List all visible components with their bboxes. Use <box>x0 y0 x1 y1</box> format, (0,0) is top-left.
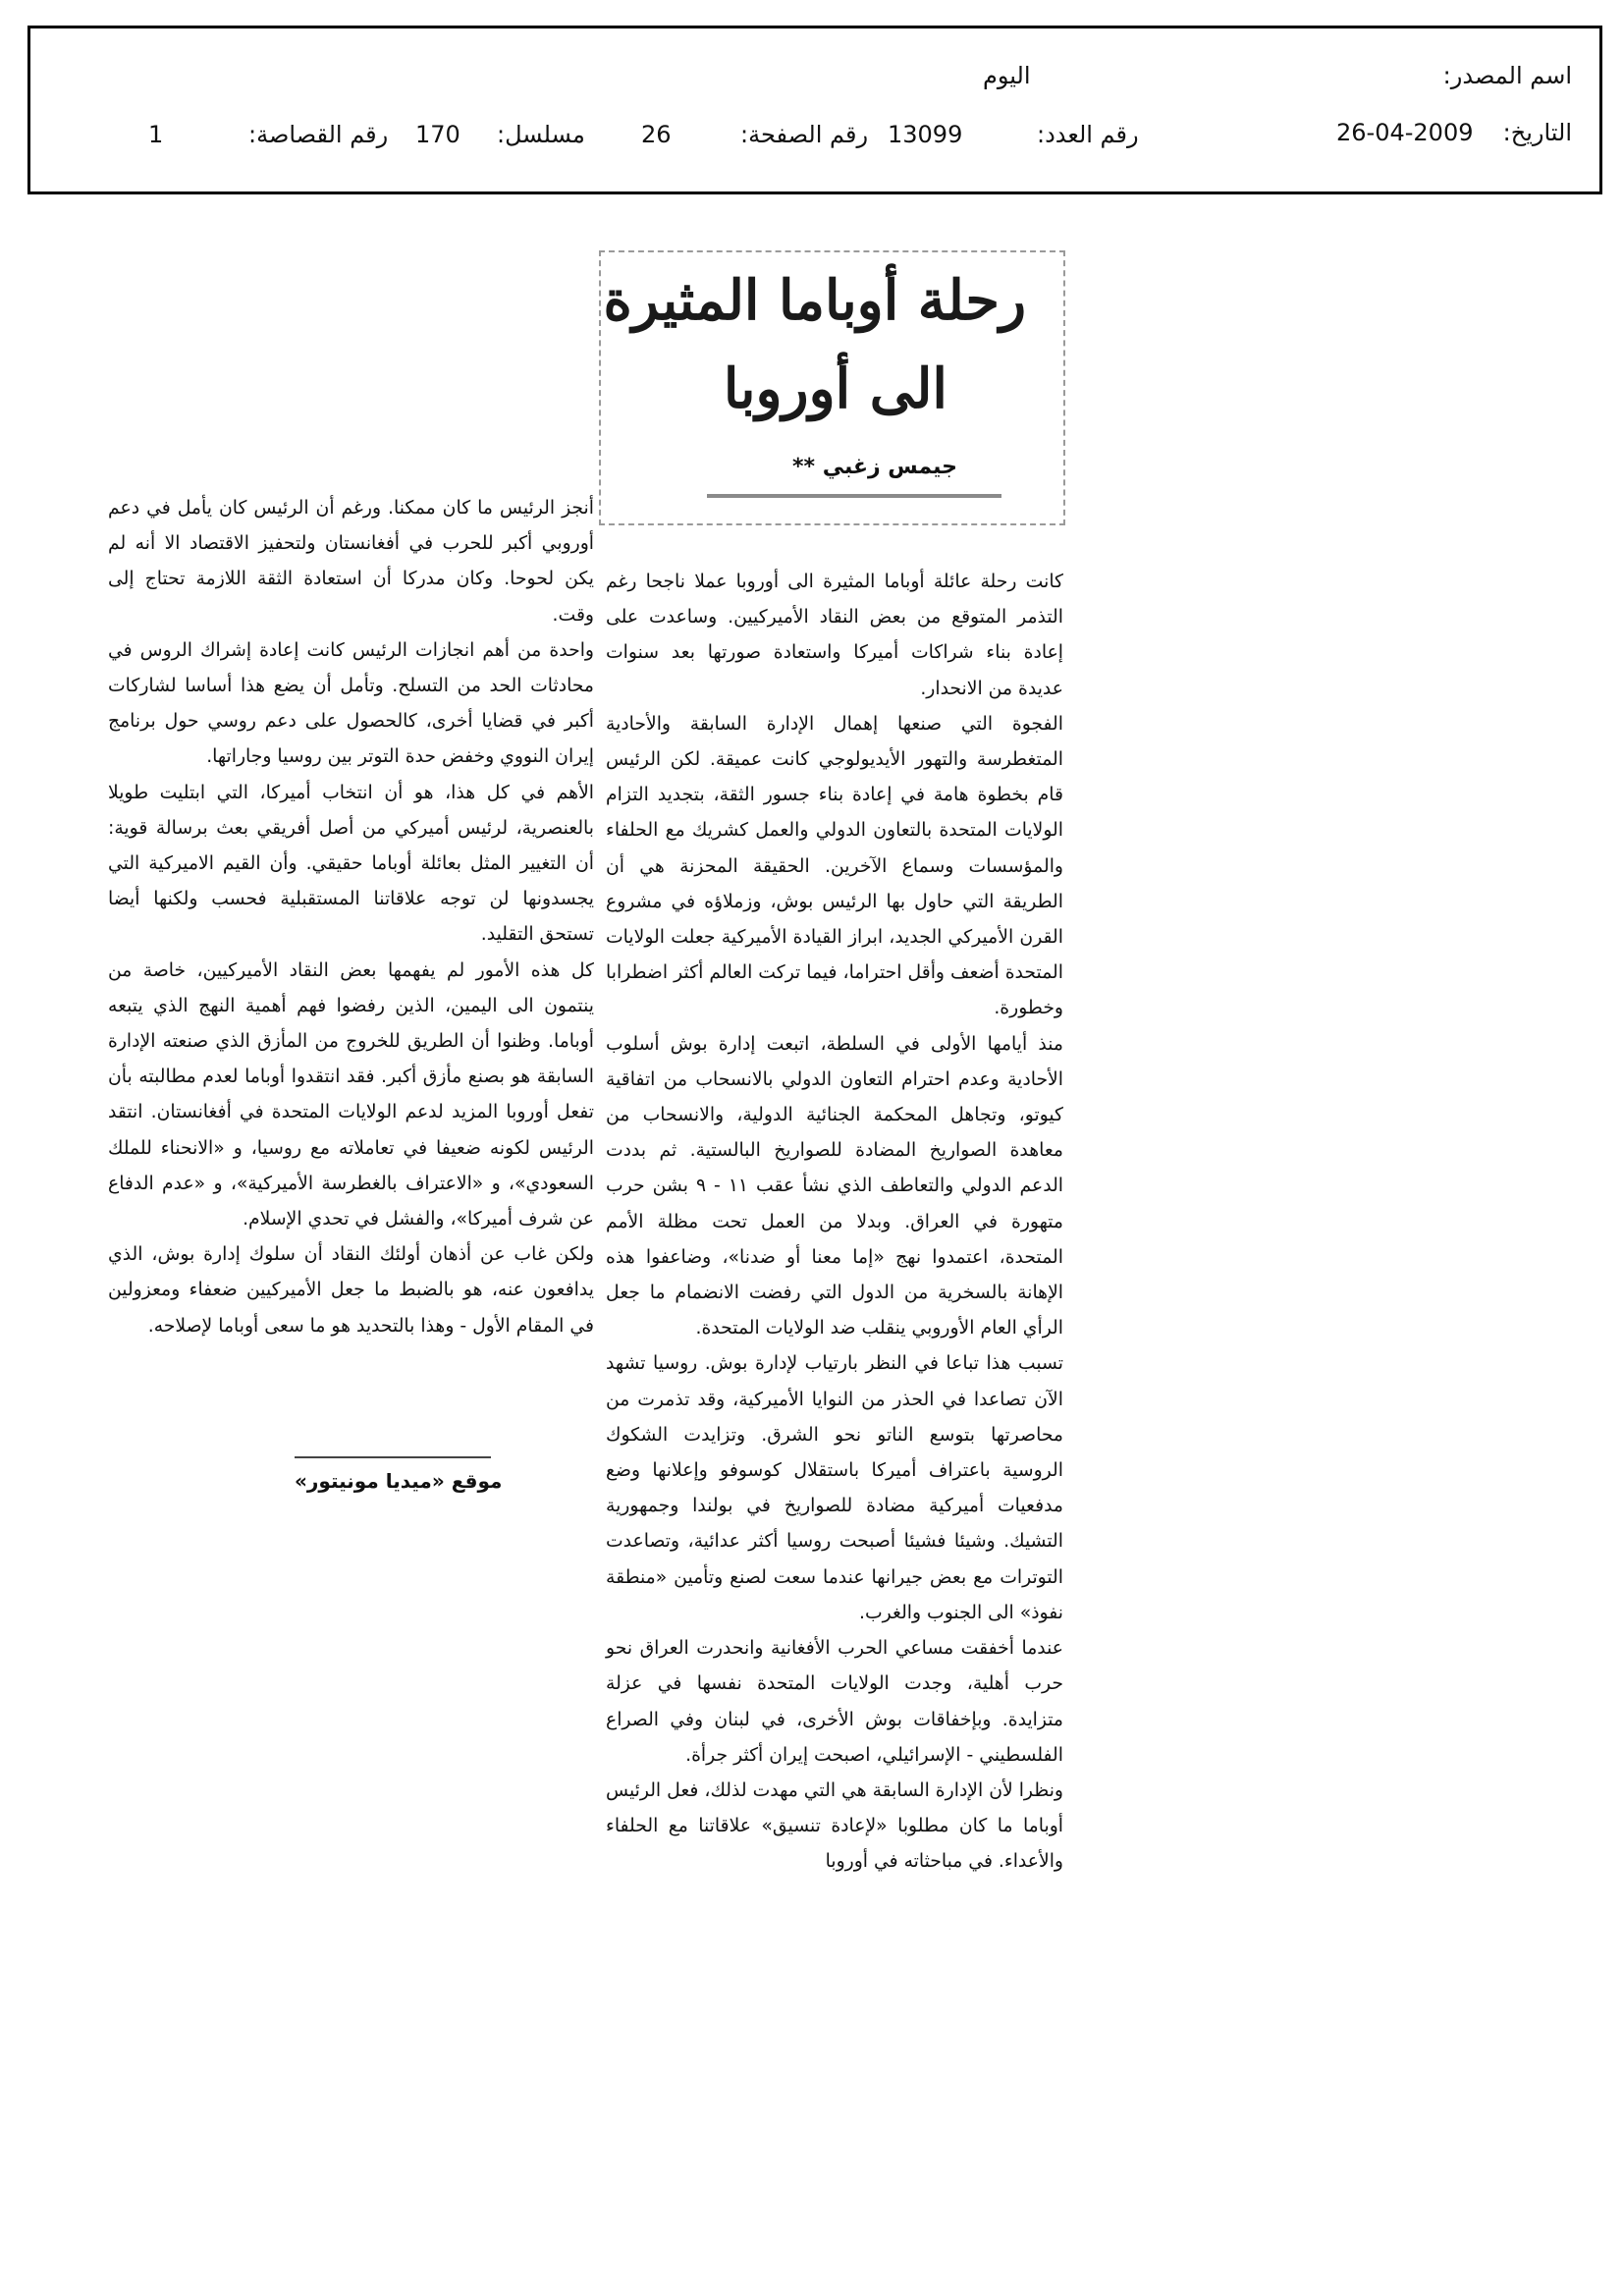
author-divider <box>707 494 1001 498</box>
date-value: 26-04-2009 <box>1336 119 1474 146</box>
paragraph: الفجوة التي صنعها إهمال الإدارة السابقة والأحادية المتغطرسة والتهور الأيديولوجي كانت عميقة. لكن الرئيس قام بخطوة هامة في إعادة بناء جسور الثقة، بتجديد التزام الولايات المتحدة بالتعاون الدولي والعمل كشريك مع الحلفاء والمؤسسات وسماع الآخرين. الحقيقة المحزنة هي أن الطريقة التي حاول بها الرئيس بوش، وزملاؤه في مشروع القرن الأميركي الجديد، ابراز القيادة الأميركية جعلت الولايات المتحدة أضعف وأقل احتراما، فيما تركت العالم أكثر اضطرابا وخطورة. <box>606 713 1063 1019</box>
paragraph: أنجز الرئيس ما كان ممكنا. ورغم أن الرئيس كان يأمل في دعم أوروبي أكبر للحرب في أفغانستان ولتحفيز الاقتصاد الا أنه لم يكن لحوحا. وكان مدركا أن استعادة الثقة اللازمة تحتاج إلى وقت. <box>108 498 594 626</box>
source-label: اسم المصدر: <box>1442 62 1572 89</box>
clip-value: 1 <box>148 121 164 148</box>
page-value: 26 <box>641 121 672 148</box>
article-column-left <box>108 491 594 1344</box>
archive-header <box>27 26 1602 194</box>
source-note: موقع «ميديا مونيتور» <box>295 1469 503 1493</box>
paragraph: كل هذه الأمور لم يفهمها بعض النقاد الأميركيين، خاصة من ينتمون الى اليمين، الذين رفضوا فهم أهمية النهج الذي يتبعه أوباما. وظنوا أن الطريق للخروج من المأزق الذي صنعته الإدارة السابقة هو بصنع مأزق أكبر. فقد انتقدوا أوباما لعدم مطالبته بأن تفعل أوروبا المزيد لدعم الولايات المتحدة في أفغانستان. انتقد الرئيس لكونه ضعيفا في تعاملاته مع روسيا، و «الانحناء للملك السعودي»، و «الاعتراف بالغطرسة الأميركية»، و «عدم الدفاع عن شرف أميركا»، والفشل في تحدي الإسلام. <box>108 959 594 1230</box>
article-column-right <box>606 565 1063 1881</box>
page-label: رقم الصفحة: <box>740 121 869 148</box>
paragraph: منذ أيامها الأولى في السلطة، اتبعت إدارة بوش أسلوب الأحادية وعدم احترام التعاون الدولي بالانسحاب من اتفاقية كيوتو، وتجاهل المحكمة الجنائية الدولية، والانسحاب من معاهدة الصواريخ المضادة للصواريخ البالستية. ثم بددت الدعم الدولي والتعاطف الذي نشأ عقب ١١ - ٩ بشن حرب متهورة في العراق. وبدلا من العمل تحت مظلة الأمم المتحدة، اعتمدوا نهج «إما معنا أو ضدنا»، وضاعفوا هذه الإهانة بالسخرية من الدول التي رفضت الانضمام ما جعل الرأي العام الأوروبي ينقلب ضد الولايات المتحدة. <box>606 1033 1064 1339</box>
headline-line-2: الى أوروبا <box>723 356 947 421</box>
source-value: اليوم <box>983 62 1031 89</box>
author-byline: جيمس زغبي ** <box>792 455 957 479</box>
paragraph: كانت رحلة عائلة أوباما المثيرة الى أوروبا عملا ناجحا رغم التذمر المتوقع من بعض النقاد الأميركيين. وساعدت على إعادة بناء شراكات أميركا واستعادة صورتها بعد سنوات عديدة من الانحدار. <box>606 572 1063 699</box>
clip-label: رقم القصاصة: <box>248 121 389 148</box>
headline-box <box>599 241 1065 511</box>
paragraph: تسبب هذا تباعا في النظر بارتياب لإدارة بوش. روسيا تشهد الآن تصاعدا في الحذر من النوايا الأميركية، وقد تذمرت من محاصرتها بتوسع الناتو نحو الشرق. وتزايدت الشكوك الروسية باعتراف أميركا باستقلال كوسوفو وإعلانها وضع مدفعيات أميركية مضادة للصواريخ في بولندا وجمهورية التشيك. وشيئا فشيئا أصبحت روسيا أكثر عدائية، وتصاعدت التوترات مع بعض جيرانها عندما سعت لصنع وتأمين «منطقة نفوذ» الى الجنوب والغرب. <box>606 1353 1063 1623</box>
paragraph: عندما أخفقت مساعي الحرب الأفغانية وانحدرت العراق نحو حرب أهلية، وجدت الولايات المتحدة نفسها في عزلة متزايدة. وبإخفاقات بوش الأخرى، في لبنان وفي الصراع الفلسطيني - الإسرائيلي، اصبحت إيران أكثر جرأة. <box>606 1638 1063 1766</box>
issue-label: رقم العدد: <box>1037 121 1139 148</box>
paragraph: ونظرا لأن الإدارة السابقة هي التي مهدت لذلك، فعل الرئيس أوباما ما كان مطلوبا «لإعادة تنسيق» علاقاتنا مع الحلفاء والأعداء. في مباحثاته في أوروبا <box>606 1779 1063 1873</box>
headline-line-1: رحلة أوباما المثيرة <box>603 268 1026 333</box>
serial-value: 170 <box>415 121 460 148</box>
source-divider <box>295 1456 491 1458</box>
issue-value: 13099 <box>888 121 963 148</box>
paragraph: واحدة من أهم انجازات الرئيس كانت إعادة إشراك الروس في محادثات الحد من التسلح. وتأمل أن يضع هذا أساسا لشاركات أكبر في قضايا أخرى، كالحصول على دعم روسي حول برنامج إيران النووي وخفض حدة التوتر بين روسيا وجاراتها. <box>108 639 594 768</box>
date-label: التاريخ: <box>1502 119 1572 146</box>
paragraph: الأهم في كل هذا، هو أن انتخاب أميركا، التي ابتليت طويلا بالعنصرية، لرئيس أميركي من أصل أفريقي بعث برسالة قوية: أن التغيير المثل بعائلة أوباما حقيقي. وأن القيم الاميركية التي يجسدونها لن توجه علاقاتنا المستقبلية فحسب ولكنها أيضا تستحق التقليد. <box>108 782 594 946</box>
paragraph: ولكن غاب عن أذهان أولئك النقاد أن سلوك إدارة بوش، الذي يدافعون عنه، هو بالضبط ما جعل الأميركيين ضعفاء ومعزولين في المقام الأول - وهذا بالتحديد هو ما سعى أوباما لإصلاحه. <box>108 1244 594 1337</box>
serial-label: مسلسل: <box>497 121 585 148</box>
